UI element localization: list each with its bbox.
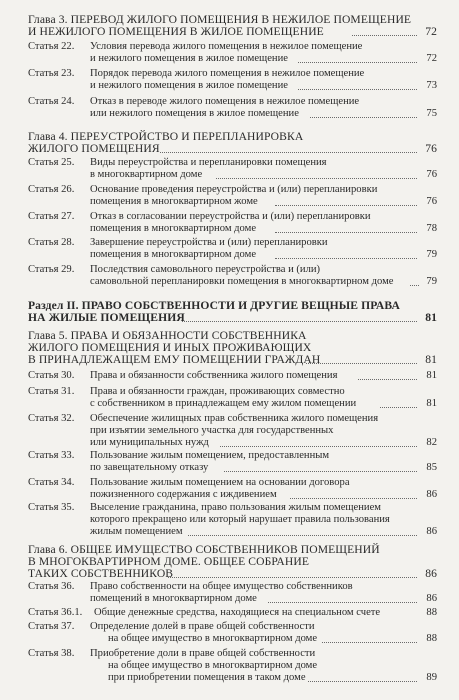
article-title-cont: помещения в многоквартирном доме <box>90 249 257 260</box>
article-number: Статья 38. <box>28 648 75 659</box>
article-title: Обеспечение жилищных прав собственника жилого помещения <box>90 413 379 424</box>
article-number: Статья 36. <box>28 581 75 592</box>
article-title: Виды переустройства и перепланировки помещения <box>90 157 327 168</box>
page-number: 72 <box>425 25 437 38</box>
section-2-title: Раздел II. ПРАВО СОБСТВЕННОСТИ И ДРУГИЕ ВЕЩНЫЕ ПРАВА <box>28 299 400 312</box>
chapter-6-title-cont: ТАКИХ СОБСТВЕННИКОВ <box>28 567 174 580</box>
article-title: Приобретение доли в праве общей собственности <box>90 648 316 659</box>
page-number: 88 <box>426 607 437 618</box>
page-number: 75 <box>426 108 437 119</box>
article-title-cont: самовольной перепланировки помещения в многоквартирном доме <box>90 276 394 287</box>
page-number: 86 <box>426 593 437 604</box>
article-number: Статья 28. <box>28 237 75 248</box>
article-number: Статья 26. <box>28 184 75 195</box>
article-title: Пользование жилым помещением, предоставленным <box>90 450 330 461</box>
chapter-6-title: Глава 6. ОБЩЕЕ ИМУЩЕСТВО СОБСТВЕННИКОВ ПОМЕЩЕНИЙ <box>28 543 380 556</box>
article-title-cont: с собственником в принадлежащем ему жилом помещении <box>90 398 357 409</box>
page-number: 79 <box>426 276 437 287</box>
article-title: Право собственности на общее имущество собственников <box>90 581 353 592</box>
page-number: 76 <box>425 142 437 155</box>
page-number: 72 <box>426 53 437 64</box>
chapter-5-title-cont: В ПРИНАДЛЕЖАЩЕМ ЕМУ ПОМЕЩЕНИИ ГРАЖДАН <box>28 353 321 366</box>
chapter-6-title-cont: В МНОГОКВАРТИРНОМ ДОМЕ. ОБЩЕЕ СОБРАНИЕ <box>28 555 310 568</box>
section-2-title-cont: НА ЖИЛЫЕ ПОМЕЩЕНИЯ <box>28 311 185 324</box>
article-title-cont: по завещательному отказу <box>90 462 209 473</box>
chapter-3-title: Глава 3. ПЕРЕВОД ЖИЛОГО ПОМЕЩЕНИЯ В НЕЖИЛОЕ ПОМЕЩЕНИЕ <box>28 13 412 26</box>
article-number: Статья 25. <box>28 157 75 168</box>
article-number: Статья 35. <box>28 502 75 513</box>
page-number: 76 <box>426 196 437 207</box>
article-title-cont: и нежилого помещения в жилое помещение <box>90 53 288 64</box>
article-title-cont: которого прекращено или который нарушает правила пользования <box>90 514 390 525</box>
article-number: Статья 32. <box>28 413 75 424</box>
page-number: 85 <box>426 462 437 473</box>
page-number: 81 <box>425 311 437 324</box>
chapter-3-title-cont: И НЕЖИЛОГО ПОМЕЩЕНИЯ В ЖИЛОЕ ПОМЕЩЕНИЕ <box>28 25 324 38</box>
article-title: Определение долей в праве общей собственности <box>90 621 315 632</box>
page-number: 76 <box>426 169 437 180</box>
page-number: 86 <box>426 526 437 537</box>
chapter-4-title: Глава 4. ПЕРЕУСТРОЙСТВО И ПЕРЕПЛАНИРОВКА <box>28 130 304 143</box>
article-title-cont: в многоквартирном доме <box>90 169 203 180</box>
page-number: 82 <box>426 437 437 448</box>
page-number: 86 <box>425 567 437 580</box>
page-number: 78 <box>426 223 437 234</box>
article-title: Пользование жилым помещением на основании договора <box>90 477 350 488</box>
article-title: Последствия самовольного переустройства и (или) <box>90 264 321 275</box>
article-title-cont: или нежилого помещения в жилое помещение <box>90 108 299 119</box>
page-number: 81 <box>426 370 437 381</box>
article-number: Статья 22. <box>28 41 75 52</box>
article-number: Статья 34. <box>28 477 75 488</box>
chapter-4-title-cont: ЖИЛОГО ПОМЕЩЕНИЯ <box>28 142 160 155</box>
article-number: Статья 37. <box>28 621 75 632</box>
article-title: Общие денежные средства, находящиеся на специальном счете <box>94 607 381 618</box>
article-title-cont: пожизненного содержания с иждивением <box>90 489 277 500</box>
article-number: Статья 30. <box>28 370 75 381</box>
page-number: 88 <box>426 633 437 644</box>
article-title-cont: или муниципальных нужд <box>90 437 209 448</box>
article-title-cont: и нежилого помещения в жилое помещение <box>90 80 288 91</box>
article-title: Выселение гражданина, право пользования жилым помещением <box>90 502 382 513</box>
chapter-5-title-cont: ЖИЛОГО ПОМЕЩЕНИЯ И ИНЫХ ПРОЖИВАЮЩИХ <box>28 341 312 354</box>
article-number: Статья 23. <box>28 68 75 79</box>
page-number: 81 <box>425 353 437 366</box>
article-title: Отказ в переводе жилого помещения в нежилое помещение <box>90 96 360 107</box>
chapter-5-title: Глава 5. ПРАВА И ОБЯЗАННОСТИ СОБСТВЕННИКА <box>28 329 307 342</box>
article-title-cont: помещения в многоквартирном доме <box>90 223 257 234</box>
article-number: Статья 31. <box>28 386 75 397</box>
article-title: Права и обязанности граждан, проживающих совместно <box>90 386 345 397</box>
article-title-cont: на общее имущество в многоквартирном доме <box>108 633 318 644</box>
article-title-cont: на общее имущество в многоквартирном доме <box>108 660 318 671</box>
article-title: Условия перевода жилого помещения в нежилое помещение <box>90 41 363 52</box>
article-number: Статья 27. <box>28 211 75 222</box>
article-title: Порядок перевода жилого помещения в нежилое помещение <box>90 68 365 79</box>
article-number: Статья 33. <box>28 450 75 461</box>
article-title-cont: при изъятии земельного участка для государственных <box>90 425 334 436</box>
article-title: Права и обязанности собственника жилого помещения <box>90 370 338 381</box>
page-number: 86 <box>426 489 437 500</box>
page-number: 89 <box>426 672 437 683</box>
page-number: 81 <box>426 398 437 409</box>
article-title: Завершение переустройства и (или) перепланировки <box>90 237 328 248</box>
article-title: Основание проведения переустройства и (или) перепланировки <box>90 184 378 195</box>
article-title-cont: помещений в многоквартирном доме <box>90 593 257 604</box>
article-title: Отказ в согласовании переустройства и (или) перепланировки <box>90 211 371 222</box>
page-number: 79 <box>426 249 437 260</box>
page-number: 73 <box>426 80 437 91</box>
article-title-cont: жилым помещением <box>90 526 183 537</box>
article-title-cont: помещения в многоквартирном жоме <box>90 196 258 207</box>
article-number: Статья 36.1. <box>28 607 83 618</box>
article-number: Статья 24. <box>28 96 75 107</box>
article-title-cont: при приобретении помещения в таком доме <box>108 672 306 683</box>
article-number: Статья 29. <box>28 264 75 275</box>
